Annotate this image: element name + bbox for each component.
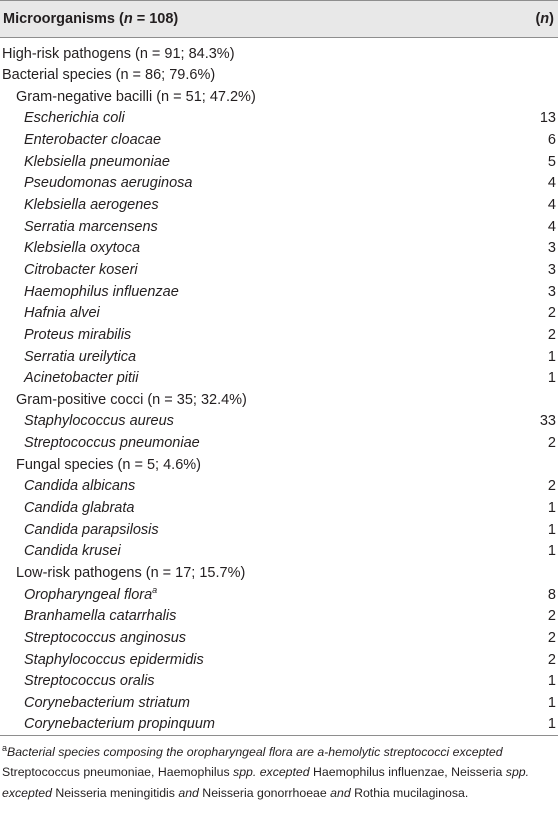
row-count: 4 (547, 218, 556, 235)
table-row (0, 433, 558, 455)
table-row (0, 108, 558, 130)
table-body (0, 43, 558, 736)
row-label: Fungal species (n = 5; 4.6%) (16, 456, 201, 473)
table-header (0, 0, 558, 38)
table-row (0, 324, 558, 346)
table-row (0, 389, 558, 411)
header-count-column: (n) (535, 11, 554, 27)
row-label: Klebsiella aerogenes (24, 197, 159, 214)
row-label: Branhamella catarrhalis (24, 608, 177, 625)
footnote-text: and (178, 785, 199, 800)
row-count: 2 (547, 305, 556, 322)
footnote-text: Haemophilus influenzae, Neisseria (309, 765, 506, 779)
row-label: Acinetobacter pitii (24, 370, 139, 387)
row-label: Klebsiella oxytoca (24, 240, 141, 257)
table-row (0, 130, 558, 152)
row-label: Staphylococcus epidermidis (24, 651, 204, 668)
footnote-marker: a (2, 742, 8, 753)
row-count: 1 (547, 500, 556, 517)
footnote-marker: a (152, 584, 158, 595)
table-row (0, 606, 558, 628)
row-label: Gram-positive cocci (n = 35; 32.4%) (16, 391, 247, 408)
row-count: 5 (547, 153, 556, 170)
table-row (0, 476, 558, 498)
table-row (0, 216, 558, 238)
row-label: Corynebacterium propinquum (24, 715, 216, 732)
row-label: Oropharyngeal flora$^a$ (24, 584, 158, 603)
header-title-n: n (123, 11, 133, 27)
row-count: 1 (547, 348, 556, 365)
row-label: Bacterial species (n = 86; 79.6%) (2, 67, 216, 84)
row-label: Streptococcus pneumoniae (24, 435, 200, 452)
row-count: 2 (547, 478, 556, 495)
row-label: Candida krusei (24, 543, 121, 560)
row-count: 8 (547, 586, 556, 603)
row-count: 1 (547, 715, 556, 732)
row-label: Gram-negative bacilli (n = 51; 47.2%) (16, 88, 256, 105)
row-count: 1 (547, 673, 556, 690)
row-label: Candida albicans (24, 478, 136, 495)
row-count: 1 (547, 521, 556, 538)
row-label: High-risk pathogens (n = 91; 84.3%) (2, 45, 235, 62)
footnote-text: excepted (449, 744, 503, 759)
row-label: Enterobacter cloacae (24, 132, 162, 149)
row-count: 2 (547, 629, 556, 646)
row-count: 3 (547, 240, 556, 257)
footnote-text: Rothia mucilaginosa. (350, 785, 469, 800)
footnote-text: Streptococcus pneumoniae, Haemophilus (2, 765, 234, 779)
row-label: Streptococcus oralis (24, 673, 155, 690)
row-count: 4 (547, 197, 556, 214)
table-row (0, 368, 558, 390)
table-row (0, 541, 558, 563)
table-row (0, 671, 558, 693)
table-row (0, 346, 558, 368)
table-row (0, 562, 558, 584)
row-count: 2 (547, 435, 556, 452)
row-label: Candida parapsilosis (24, 521, 159, 538)
table-row (0, 65, 558, 87)
row-count: 6 (547, 132, 556, 149)
row-count: 3 (547, 261, 556, 278)
row-count: 13 (539, 110, 556, 127)
row-count: 2 (547, 651, 556, 668)
footnote-text: Bacterial species composing the oropharyngeal flora are a-hemolytic streptococci (7, 744, 450, 759)
table-row (0, 194, 558, 216)
row-label: Candida glabrata (24, 500, 135, 517)
row-label: Serratia marcensens (24, 218, 158, 235)
row-label: Hafnia alvei (24, 305, 100, 322)
row-label: Escherichia coli (24, 110, 125, 127)
row-count: 2 (547, 608, 556, 625)
table-row (0, 692, 558, 714)
table-row (0, 303, 558, 325)
table-row (0, 584, 558, 606)
row-label: Serratia ureilytica (24, 348, 137, 365)
header-title-suffix: = 108) (132, 11, 179, 27)
row-label: Citrobacter koseri (24, 261, 138, 278)
header-title (3, 11, 178, 27)
row-label: Haemophilus influenzae (24, 283, 179, 300)
row-count: 4 (547, 175, 556, 192)
table-row (0, 238, 558, 260)
table-row (0, 497, 558, 519)
table-row (0, 454, 558, 476)
table-row (0, 151, 558, 173)
row-label: Corynebacterium striatum (24, 694, 190, 711)
footnote-text: spp. excepted (233, 765, 310, 779)
row-label: Pseudomonas aeruginosa (24, 175, 193, 192)
table-row (0, 411, 558, 433)
row-label: Staphylococcus aureus (24, 413, 174, 430)
table-row (0, 519, 558, 541)
row-count: 2 (547, 326, 556, 343)
table-footnote (0, 736, 558, 804)
footnote-text: Neisseria gonorrhoeae (198, 785, 331, 800)
table-row (0, 43, 558, 65)
footnote-text: Neisseria meningitidis (51, 785, 179, 800)
table-row (0, 649, 558, 671)
table-row (0, 86, 558, 108)
row-label: Proteus mirabilis (24, 326, 132, 343)
row-count: 1 (547, 543, 556, 560)
row-count: 1 (547, 370, 556, 387)
row-count: 3 (547, 283, 556, 300)
table-row (0, 281, 558, 303)
row-count: 33 (539, 413, 556, 430)
table-row (0, 259, 558, 281)
row-count: 1 (547, 694, 556, 711)
table-row (0, 173, 558, 195)
row-label: Klebsiella pneumoniae (24, 153, 170, 170)
footnote-text: spp. excepted (2, 765, 530, 800)
header-title-prefix: Microorganisms ( (3, 11, 124, 27)
table-row (0, 627, 558, 649)
row-label: Low-risk pathogens (n = 17; 15.7%) (16, 564, 246, 581)
footnote-text: and (330, 785, 351, 800)
row-label: Streptococcus anginosus (24, 629, 187, 646)
table-row (0, 714, 558, 736)
